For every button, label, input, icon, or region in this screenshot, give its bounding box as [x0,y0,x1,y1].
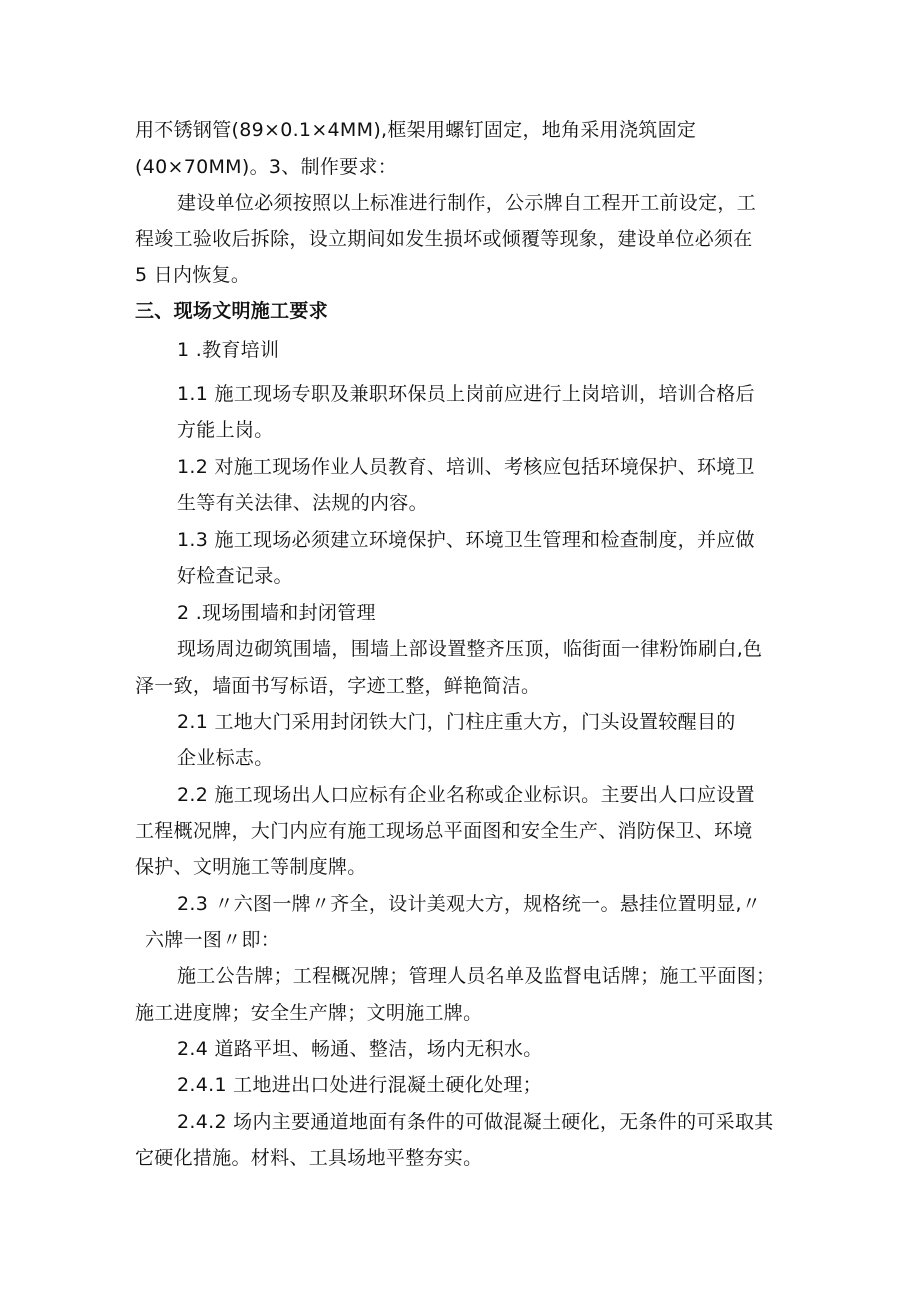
text-line: 建设单位必须按照以上标准进行制作，公示牌自工程开工前设定，工 [177,192,757,214]
text-line: 生等有关法律、法规的内容。 [177,492,428,514]
text-line: 施工公告牌；工程概况牌；管理人员名单及监督电话牌；施工平面图； [177,965,776,987]
subsection-heading: 1 .教育培训 [177,339,280,361]
text-line: 2.1 工地大门采用封闭铁大门，门柱庄重大方，门头设置较醒目的 [177,711,736,733]
text-line: 5 日内恢复。 [135,264,251,286]
text-line: 用不锈钢管(89×0.1×4MM),框架用螺钉固定，地角采用浇筑固定 [135,119,697,141]
subsection-heading: 2 .现场围墙和封闭管理 [177,602,376,624]
text-line: 1.2 对施工现场作业人员教育、培训、考核应包括环境保护、环境卫 [177,456,755,478]
text-line: 现场周边砌筑围墙，围墙上部设置整齐压顶，临街面一律粉饰刷白,色 [177,638,763,660]
text-line: 程竣工验收后拆除，设立期间如发生损坏或倾覆等现象，建设单位必须在 [135,228,753,250]
text-line: 施工进度牌；安全生产牌；文明施工牌。 [135,1002,483,1024]
text-line: 1.3 施工现场必须建立环境保护、环境卫生管理和检查制度，并应做 [177,529,755,551]
text-line: 工程概况牌，大门内应有施工现场总平面图和安全生产、消防保卫、环境 [135,820,753,842]
text-line: 泽一致，墙面书写标语，字迹工整，鲜艳简洁。 [135,675,541,697]
text-line: 2.2 施工现场出人口应标有企业名称或企业标识。主要出人口应设置 [177,784,755,806]
text-line: 好检查记录。 [177,565,293,587]
text-line: 方能上岗。 [177,419,274,441]
section-heading: 三、现场文明施工要求 [135,300,329,322]
text-line: 2.3 〃六图一牌〃齐全，设计美观大方，规格统一。悬挂位置明显,〃 [177,893,762,915]
text-line: 它硬化措施。材料、工具场地平整夯实。 [135,1147,483,1169]
text-line: (40×70MM)。3、制作要求： [135,156,398,178]
text-line: 2.4.2 场内主要通道地面有条件的可做混凝土硬化，无条件的可采取其 [177,1111,774,1133]
text-line: 1.1 施工现场专职及兼职环保员上岗前应进行上岗培训，培训合格后 [177,383,755,405]
text-line: 2.4 道路平坦、畅通、整洁，场内无积水。 [177,1038,543,1060]
text-line: 保护、文明施工等制度牌。 [135,856,367,878]
text-line: 企业标志。 [177,747,274,769]
text-line: 2.4.1 工地进出口处进行混凝土硬化处理； [177,1074,542,1096]
text-line: 六牌一图〃即： [145,929,281,951]
